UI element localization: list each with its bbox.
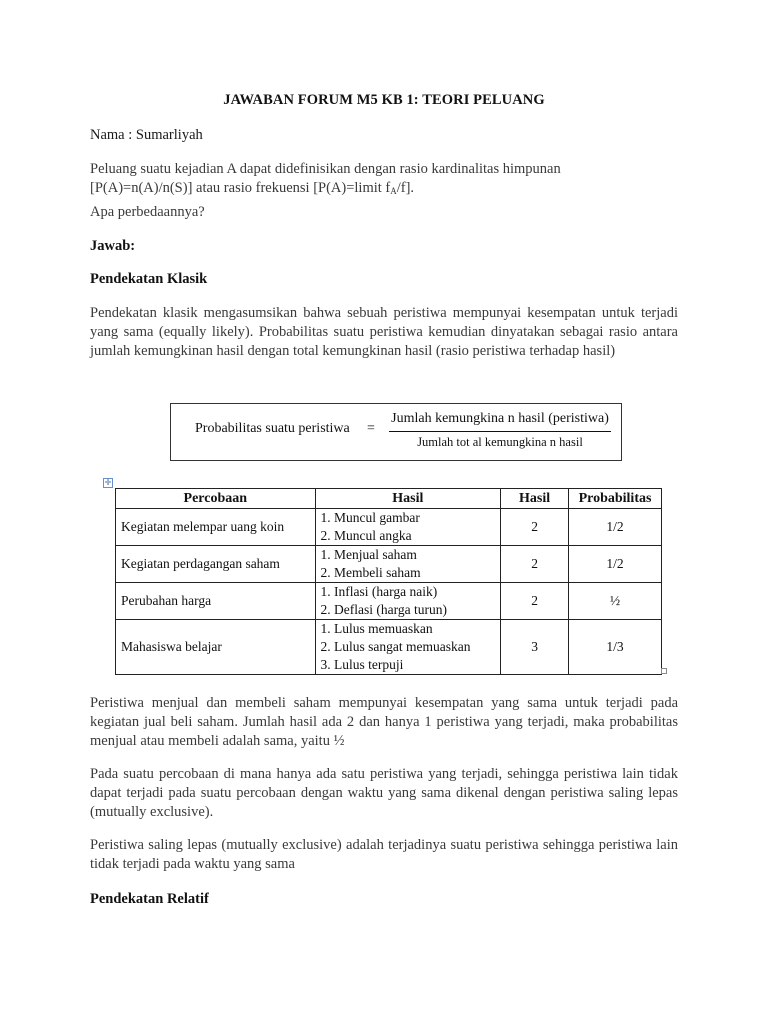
table-row <box>116 509 662 546</box>
cell-probabilitas: ½ <box>569 583 662 620</box>
formula-equals: = <box>367 421 375 436</box>
header-hasil: Hasil <box>315 489 501 509</box>
paragraph-saham: Peristiwa menjual dan membeli saham mempunyai kesempatan yang sama untuk terjadi pada kegiatan jual beli saham. Jumlah hasil ada 2 dan hanya 1 peristiwa yang terjadi, maka probabilitas menjual atau membeli adalah sama, yaitu ½ <box>90 695 678 749</box>
paragraph-saling-lepas: Peristiwa saling lepas (mutually exclusive) adalah terjadinya suatu peristiwa sehingga peristiwa lain tidak terjadi pada waktu yang sama <box>90 837 678 872</box>
question-line-3: Apa perbedaannya? <box>90 204 205 220</box>
table-row <box>116 620 662 675</box>
table-resize-handle-icon[interactable] <box>661 668 667 674</box>
hasil-item: 2. Membeli saham <box>320 565 421 580</box>
cell-probabilitas: 1/2 <box>569 509 662 546</box>
section-heading-klasik: Pendekatan Klasik <box>90 271 208 287</box>
cell-hasil <box>315 509 501 546</box>
table-row <box>116 546 662 583</box>
header-probabilitas: Probabilitas <box>569 489 662 509</box>
formula-fraction-bar <box>389 431 611 432</box>
cell-hasil <box>315 620 501 675</box>
probability-table <box>115 488 662 675</box>
cell-hasil <box>315 583 501 620</box>
hasil-item: 1. Inflasi (harga naik) <box>320 584 438 599</box>
cell-jumlah: 2 <box>501 509 569 546</box>
question-line-2-post: /f]. <box>396 180 415 196</box>
header-jumlah-hasil: Hasil <box>501 489 569 509</box>
cell-hasil <box>315 546 501 583</box>
cell-percobaan: Kegiatan perdagangan saham <box>116 546 316 583</box>
cell-probabilitas: 1/2 <box>569 546 662 583</box>
paragraph-klasik: Pendekatan klasik mengasumsikan bahwa sebuah peristiwa mempunyai kesempatan untuk terjadi yang sama (equally likely). Probabilitas suatu peristiwa kemudian dinyatakan sebagai rasio antara jumlah kemungkinan hasil dengan total kemungkinan hasil (rasio peristiwa terhadap hasil) <box>90 305 678 359</box>
table-move-handle-icon[interactable]: ✛ <box>104 478 112 487</box>
question-subscript: A <box>390 186 397 196</box>
hasil-item: 1. Lulus memuaskan <box>320 621 433 636</box>
question-line-2-pre: [P(A)=n(A)/n(S)] atau rasio frekuensi [P(A)=limit f <box>90 180 391 196</box>
hasil-item: 3. Lulus terpuji <box>320 657 404 672</box>
hasil-item: 2. Deflasi (harga turun) <box>320 602 448 617</box>
cell-percobaan: Perubahan harga <box>116 583 316 620</box>
cell-jumlah: 3 <box>501 620 569 675</box>
cell-probabilitas: 1/3 <box>569 620 662 675</box>
table-row <box>116 583 662 620</box>
section-heading-relatif: Pendekatan Relatif <box>90 891 209 907</box>
hasil-item: 2. Lulus sangat memuaskan <box>320 639 471 654</box>
question-line-2 <box>90 179 678 198</box>
formula-numerator: Jumlah kemungkina n hasil (peristiwa) <box>391 411 609 426</box>
document-title: JAWABAN FORUM M5 KB 1: TEORI PELUANG <box>223 92 545 108</box>
answer-label: Jawab: <box>90 238 136 254</box>
formula-denominator: Jumlah tot al kemungkina n hasil <box>417 435 583 449</box>
formula-left: Probabilitas suatu peristiwa <box>195 421 350 436</box>
hasil-item: 1. Menjual saham <box>320 547 417 562</box>
question-line-1: Peluang suatu kejadian A dapat didefinisikan dengan rasio kardinalitas himpunan <box>90 161 561 177</box>
author-name: Nama : Sumarliyah <box>90 127 203 143</box>
hasil-item: 1. Muncul gambar <box>320 510 420 525</box>
cell-jumlah: 2 <box>501 583 569 620</box>
cell-percobaan: Kegiatan melempar uang koin <box>116 509 316 546</box>
hasil-item: 2. Muncul angka <box>320 528 412 543</box>
header-percobaan: Percobaan <box>116 489 316 509</box>
cell-percobaan: Mahasiswa belajar <box>116 620 316 675</box>
probability-formula-box <box>170 403 622 461</box>
table-header-row <box>116 489 662 509</box>
cell-jumlah: 2 <box>501 546 569 583</box>
paragraph-percobaan: Pada suatu percobaan di mana hanya ada satu peristiwa yang terjadi, sehingga peristiwa lain tidak dapat terjadi pada suatu percobaan dengan waktu yang sama dikenal dengan peristiwa saling lepas (mutually exclusive). <box>90 766 678 820</box>
